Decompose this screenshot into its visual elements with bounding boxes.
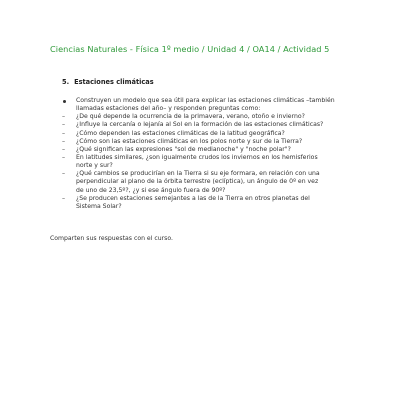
bullet-icon xyxy=(63,100,66,103)
section-title: Estaciones climáticas xyxy=(74,78,154,86)
dash-marker: – xyxy=(62,113,66,121)
question-line xyxy=(62,195,362,203)
question-line xyxy=(62,187,362,195)
section-number: 5. xyxy=(62,78,70,86)
question-line xyxy=(62,121,362,129)
question-text: ¿Cómo dependen las estaciones climáticas de la latitud geográfica? xyxy=(76,129,285,137)
dash-marker: – xyxy=(62,145,66,153)
dash-marker: – xyxy=(62,170,66,178)
question-line xyxy=(62,154,362,162)
question-line xyxy=(62,203,362,211)
question-line xyxy=(62,138,362,146)
dash-marker: – xyxy=(62,137,66,145)
intro-line-1 xyxy=(62,97,362,105)
question-text: norte y sur? xyxy=(76,162,113,170)
question-text: ¿Qué cambios se producirían en la Tierra si su eje formara, en relación con una xyxy=(76,170,320,178)
breadcrumb-header: Ciencias Naturales - Física 1º medio / Unidad 4 / OA14 / Actividad 5 xyxy=(50,44,330,54)
question-text: perpendicular al plano de la órbita terrestre (eclíptica), un ángulo de 0º en vez xyxy=(76,178,319,186)
question-text: ¿De qué depende la ocurrencia de la primavera, verano, otoño e invierno? xyxy=(76,113,305,121)
dash-marker: – xyxy=(62,194,66,202)
question-text: ¿Se producen estaciones semejantes a las de la Tierra en otros planetas del xyxy=(76,194,310,202)
activity-body xyxy=(62,97,362,211)
question-line xyxy=(62,178,362,186)
question-text: ¿Qué significan las expresiones "sol de medianoche" y "noche polar"? xyxy=(76,145,291,153)
question-text: En latitudes similares, ¿son igualmente crudos los inviernos en los hemisferios xyxy=(76,153,318,161)
question-text: ¿Influye la cercanía o lejanía al Sol en la formación de las estaciones climáticas? xyxy=(76,121,324,129)
question-text: ¿Cómo son las estaciones climáticas en los polos norte y sur de la Tierra? xyxy=(76,137,303,145)
question-line xyxy=(62,130,362,138)
intro-text-2: llamadas estaciones del año– y responden preguntas como: xyxy=(76,105,261,113)
question-text: de uno de 23,5º?, ¿y si ese ángulo fuera de 90º? xyxy=(76,186,226,194)
question-line xyxy=(62,146,362,154)
section-heading xyxy=(62,78,154,86)
dash-marker: – xyxy=(62,153,66,161)
intro-text-1: Construyen un modelo que sea útil para explicar las estaciones climáticas –también xyxy=(76,97,335,104)
question-text: Sistema Solar? xyxy=(76,202,122,210)
closing-instruction: Comparten sus respuestas con el curso. xyxy=(50,235,173,242)
dash-marker: – xyxy=(62,129,66,137)
dash-marker: – xyxy=(62,121,66,129)
